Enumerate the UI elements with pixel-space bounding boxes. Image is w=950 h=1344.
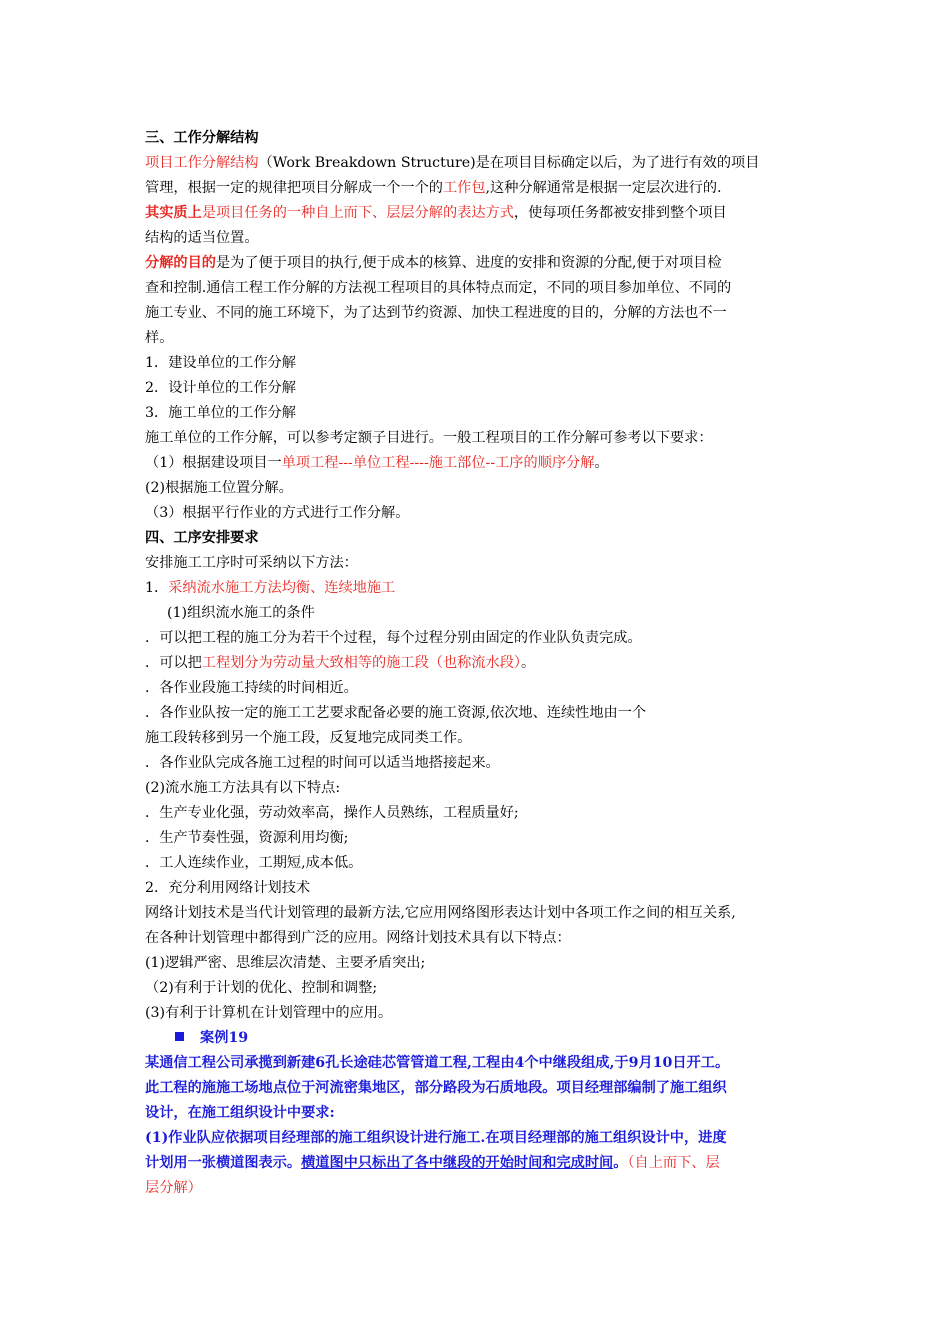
text-run: 横道图中只标出了各中继段的开始时间和完成时间	[301, 1155, 614, 1171]
text-line	[145, 1151, 830, 1176]
text-run: 案例19	[200, 1030, 249, 1046]
text-line	[145, 926, 830, 951]
text-line	[145, 951, 830, 976]
text-line	[145, 1076, 830, 1101]
text-run: ．生产节奏性强，资源利用均衡;	[145, 830, 349, 846]
text-line	[145, 226, 830, 251]
text-line	[145, 151, 830, 176]
text-run: 施工专业、不同的施工环境下，为了达到节约资源、加快工程进度的目的，分解的方法也不一	[145, 305, 727, 321]
text-run: 。	[594, 455, 609, 471]
text-line	[145, 276, 830, 301]
text-run: 样。	[145, 330, 174, 346]
text-line	[145, 676, 830, 701]
text-line	[145, 476, 830, 501]
text-run: 设计，在施工组织设计中要求:	[145, 1105, 335, 1121]
text-run: (1)组织流水施工的条件	[167, 605, 315, 621]
text-run: 查和控制.通信工程工作分解的方法视工程项目的具体特点而定，不同的项目参加单位、不同的	[145, 280, 732, 296]
text-run: 此工程的施施工场地点位于河流密集地区，部分路段为石质地段。项目经理部编制了施工组织	[145, 1080, 727, 1096]
text-run: 安排施工工序时可采纳以下方法：	[145, 555, 358, 571]
text-run: 三、工作分解结构	[145, 130, 259, 146]
text-line	[145, 776, 830, 801]
text-run: (2)流水施工方法具有以下特点:	[145, 780, 341, 796]
text-line	[145, 851, 830, 876]
text-run: （2)有利于计划的优化、控制和调整;	[145, 980, 378, 996]
text-line	[145, 551, 830, 576]
text-run: 工作包	[442, 180, 486, 196]
text-line	[145, 801, 830, 826]
text-line	[145, 251, 830, 276]
text-run: (3)有利于计算机在计划管理中的应用。	[145, 1005, 393, 1021]
text-line	[145, 901, 830, 926]
text-run: （自上而下、层	[627, 1155, 720, 1171]
text-run: 施工单位的工作分解，可以参考定额子目进行。一般工程项目的工作分解可参考以下要求：	[145, 430, 713, 446]
text-run: 施工段转移到另一个施工段，反复地完成同类工作。	[145, 730, 472, 746]
text-line	[145, 526, 830, 551]
text-line	[145, 126, 830, 151]
text-run: (1)逻辑严密、思维层次清楚、主要矛盾突出;	[145, 955, 426, 971]
text-run: ．各作业队完成各施工过程的时间可以适当地搭接起来。	[145, 755, 500, 771]
text-run: 单项工程---单位工程----施工部位--工序的顺序分解	[281, 455, 595, 471]
text-run: ,这种分解通常是根据一定层次进行的.	[485, 180, 722, 196]
text-run: 管理，根据一定的规律把项目分解成一个一个的	[145, 180, 443, 196]
text-line	[145, 201, 830, 226]
text-run: 是为了便于项目的执行,便于成本的核算、进度的安排和资源的分配,便于对项目检	[215, 255, 722, 271]
text-line	[145, 426, 830, 451]
text-run: ．工人连续作业，工期短,成本低。	[145, 855, 363, 871]
text-line	[145, 501, 830, 526]
text-line	[145, 626, 830, 651]
text-line	[145, 1001, 830, 1026]
text-line	[145, 651, 830, 676]
text-line	[145, 1176, 830, 1201]
text-line	[145, 726, 830, 751]
text-run: 工程划分为劳动量大致相等的施工段（也称流水段）	[201, 655, 521, 671]
text-run: 结构的适当位置。	[145, 230, 259, 246]
text-line	[145, 826, 830, 851]
text-line	[145, 701, 830, 726]
text-run: ．各作业段施工持续的时间相近。	[145, 680, 358, 696]
text-run: 是项目任务的一种自上而下、层层分解的表达方式	[201, 205, 514, 221]
document-body	[145, 126, 830, 1201]
text-line	[145, 376, 830, 401]
text-run: 某通信工程公司承揽到新建6孔长途硅芯管管道工程,工程由4个中继段组成,于9月10日开工。	[145, 1055, 730, 1071]
text-run: 2．设计单位的工作分解	[145, 380, 296, 396]
text-run: 分解的目的	[145, 255, 216, 271]
text-run: 1．建设单位的工作分解	[145, 355, 296, 371]
text-run: 。	[520, 655, 536, 671]
text-run: (2)根据施工位置分解。	[145, 480, 293, 496]
text-line	[145, 1126, 830, 1151]
text-line	[145, 351, 830, 376]
text-line	[145, 451, 830, 476]
text-run: 在各种计划管理中都得到广泛的应用。网络计划技术具有以下特点：	[145, 930, 571, 946]
text-run: 3．施工单位的工作分解	[145, 405, 296, 421]
text-run: 四、工序安排要求	[145, 530, 259, 546]
text-run: 层分解）	[145, 1180, 202, 1196]
text-line	[145, 976, 830, 1001]
text-run: ．可以把工程的施工分为若干个过程，每个过程分别由固定的作业队负责完成。	[145, 630, 642, 646]
text-run: (1)作业队应依据项目经理部的施工组织设计进行施工.在项目经理部的施工组织设计中，进度	[145, 1130, 727, 1146]
text-run: 。	[613, 1155, 628, 1171]
text-line	[145, 1026, 830, 1051]
text-line	[145, 326, 830, 351]
text-line	[145, 576, 830, 601]
text-run: 1．	[145, 580, 169, 596]
text-line	[145, 176, 830, 201]
text-line	[145, 601, 830, 626]
text-run: ．可以把	[145, 655, 202, 671]
text-run: （3）根据平行作业的方式进行工作分解。	[145, 505, 410, 521]
text-run: 采纳流水施工方法均衡、连续地施工	[168, 580, 396, 596]
text-run: ，使每项任务都被安排到整个项目	[513, 205, 727, 221]
text-run: 网络计划技术是当代计划管理的最新方法,它应用网络图形表达计划中各项工作之间的相互关系,	[145, 905, 736, 921]
text-line	[145, 401, 830, 426]
square-bullet-icon	[175, 1032, 184, 1041]
text-line	[145, 751, 830, 776]
text-line	[145, 1051, 830, 1076]
text-line	[145, 301, 830, 326]
text-run: 项目工作分解结构	[145, 155, 259, 171]
text-run: 计划用一张横道图表示。	[145, 1155, 302, 1171]
text-run: ．各作业队按一定的施工工艺要求配备必要的施工资源,依次地、连续性地由一个	[145, 705, 647, 721]
text-run: （Work Breakdown Structure)是在项目目标确定以后，为了进行有效的项目	[258, 155, 760, 171]
text-run: ．生产专业化强，劳动效率高，操作人员熟练，工程质量好;	[145, 805, 519, 821]
text-run: 2．充分利用网络计划技术	[145, 880, 311, 896]
text-line	[145, 1101, 830, 1126]
text-run: （1）根据建设项目一	[145, 455, 282, 471]
text-run: 其实质上	[145, 205, 202, 221]
text-line	[145, 876, 830, 901]
